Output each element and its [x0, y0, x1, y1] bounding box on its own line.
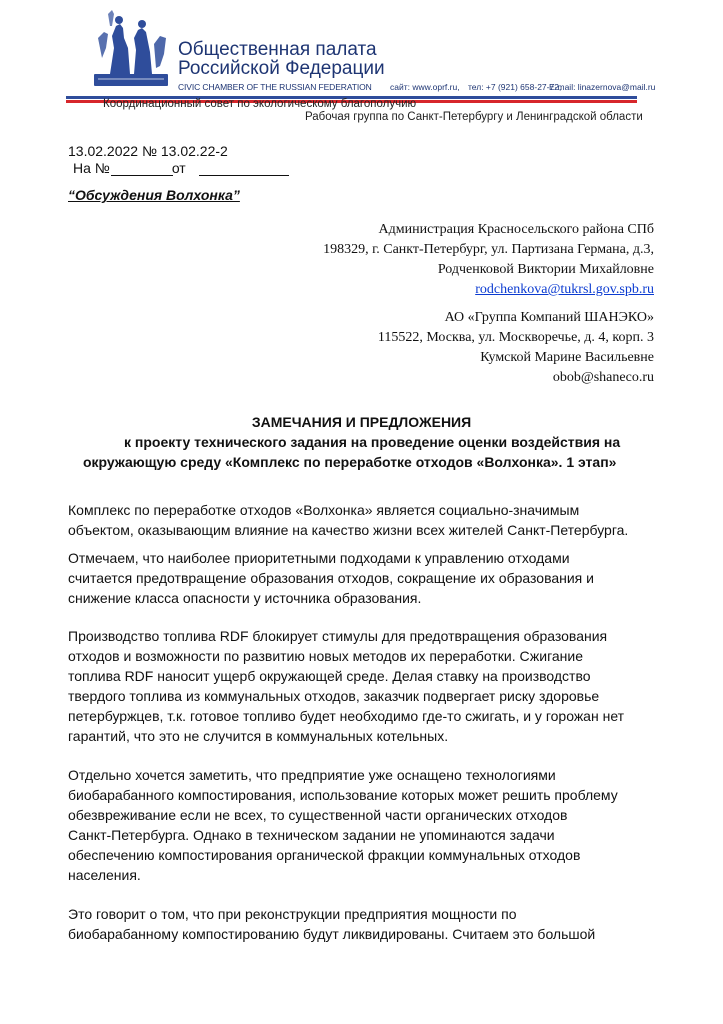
paragraph-line: считается предотвращение образования отходов, сокращение их образования и: [68, 570, 594, 586]
paragraph-line: Санкт-Петербурга. Однако в техническом задании не упоминаются задачи: [68, 827, 555, 843]
ref-prefix: На №: [73, 160, 110, 176]
paragraph-line: биобарабанному компостированию будут ликвидированы. Считаем это большой: [68, 926, 596, 942]
ref-number-blank: [111, 175, 173, 176]
paragraph-line: снижение класса опасности у источника образования.: [68, 590, 422, 606]
body-paragraph: [68, 626, 658, 746]
paragraph-line: твердого топлива из коммунальных отходов, заказчик подвергает риску здоровье: [68, 688, 600, 704]
paragraph-line: обеспечению компостирования органической фракции коммунальных отходов: [68, 847, 581, 863]
title-subtitle-line: к проекту технического задания на проведение оценки воздействия на: [124, 434, 621, 450]
title-main: ЗАМЕЧАНИЯ И ПРЕДЛОЖЕНИЯ: [251, 414, 472, 430]
addressee-email: obob@shaneco.ru: [552, 370, 654, 385]
doc-date-number: 13.02.2022 № 13.02.22-2: [68, 143, 228, 159]
document-title: [0, 412, 723, 472]
addressee-line: Кумской Марине Васильевне: [480, 350, 654, 365]
paragraph-line: топлива RDF наносит ущерб окружающей среде. Делая ставку на производство: [68, 668, 591, 684]
body-paragraph: [68, 765, 658, 885]
paragraph-line: объектом, оказывающим влияние на качество жизни всех жителей Санкт-Петербурга.: [68, 522, 629, 538]
body-paragraph: [68, 548, 658, 608]
paragraph-line: обезвреживание если не всех, то существенной части органических отходов: [68, 807, 568, 823]
council-name: Координационный совет по экологическому благополучию: [103, 98, 417, 110]
paragraph-line: Отдельно хочется заметить, что предприятие уже оснащено технологиями: [68, 767, 556, 783]
paragraph-line: отходов и возможности по развитию новых методов их переработки. Сжигание: [68, 648, 584, 664]
addressee-line: Родченковой Виктории Михайловне: [437, 262, 654, 277]
paragraph-line: Это говорит о том, что при реконструкции предприятия мощности по: [68, 906, 517, 922]
paragraph-line: гарантий, что это не случится в коммунальных котельных.: [68, 728, 449, 744]
ref-date-blank: [199, 175, 289, 176]
addressee-email-link[interactable]: rodchenkova@tukrsl.gov.spb.ru: [475, 282, 654, 297]
addressee-block: [323, 220, 654, 300]
ref-middle: от: [171, 160, 186, 176]
doc-reference: [73, 160, 186, 176]
paragraph-line: петербуржцев, т.к. готовое топливо будет необходимо где-то сжигать, и у горожан нет: [68, 708, 625, 724]
org-name-english: CIVIC CHAMBER OF THE RUSSIAN FEDERATION: [178, 82, 372, 92]
civic-chamber-emblem: [90, 8, 176, 90]
body-paragraph: [68, 500, 658, 540]
paragraph-line: Производство топлива RDF блокирует стимулы для предотвращения образования: [68, 628, 608, 644]
site-link[interactable]: сайт: www.oprf.ru,: [390, 82, 460, 92]
header-email-link[interactable]: E-mail: linazernova@mail.ru: [549, 82, 656, 92]
addressee-line: Администрация Красносельского района СПб: [378, 222, 654, 237]
phone-number: тел: +7 (921) 658-27-72,: [468, 82, 562, 92]
org-name-line1: Общественная палата: [178, 39, 377, 60]
addressee-block: [378, 308, 654, 388]
paragraph-line: Комплекс по переработке отходов «Волхонка» является социально-значимым: [68, 502, 580, 518]
body-paragraph: [68, 904, 658, 944]
title-subtitle-line: окружающую среду «Комплекс по переработке отходов «Волхонка». 1 этап»: [83, 454, 617, 470]
paragraph-line: биобарабанного компостирования, использование которых может решить проблему: [68, 787, 618, 803]
org-name-line2: Российской Федерации: [178, 58, 385, 79]
doc-subject: “Обсуждения Волхонка”: [68, 187, 240, 203]
paragraph-line: Отмечаем, что наиболее приоритетными подходами к управлению отходами: [68, 550, 570, 566]
addressee-line: 198329, г. Санкт-Петербург, ул. Партизана Германа, д.3,: [323, 242, 654, 257]
workgroup-name: Рабочая группа по Санкт-Петербургу и Ленинградской области: [305, 111, 643, 123]
addressee-line: АО «Группа Компаний ШАНЭКО»: [444, 310, 654, 325]
addressee-line: 115522, Москва, ул. Москворечье, д. 4, корп. 3: [377, 330, 654, 345]
paragraph-line: населения.: [68, 867, 141, 883]
